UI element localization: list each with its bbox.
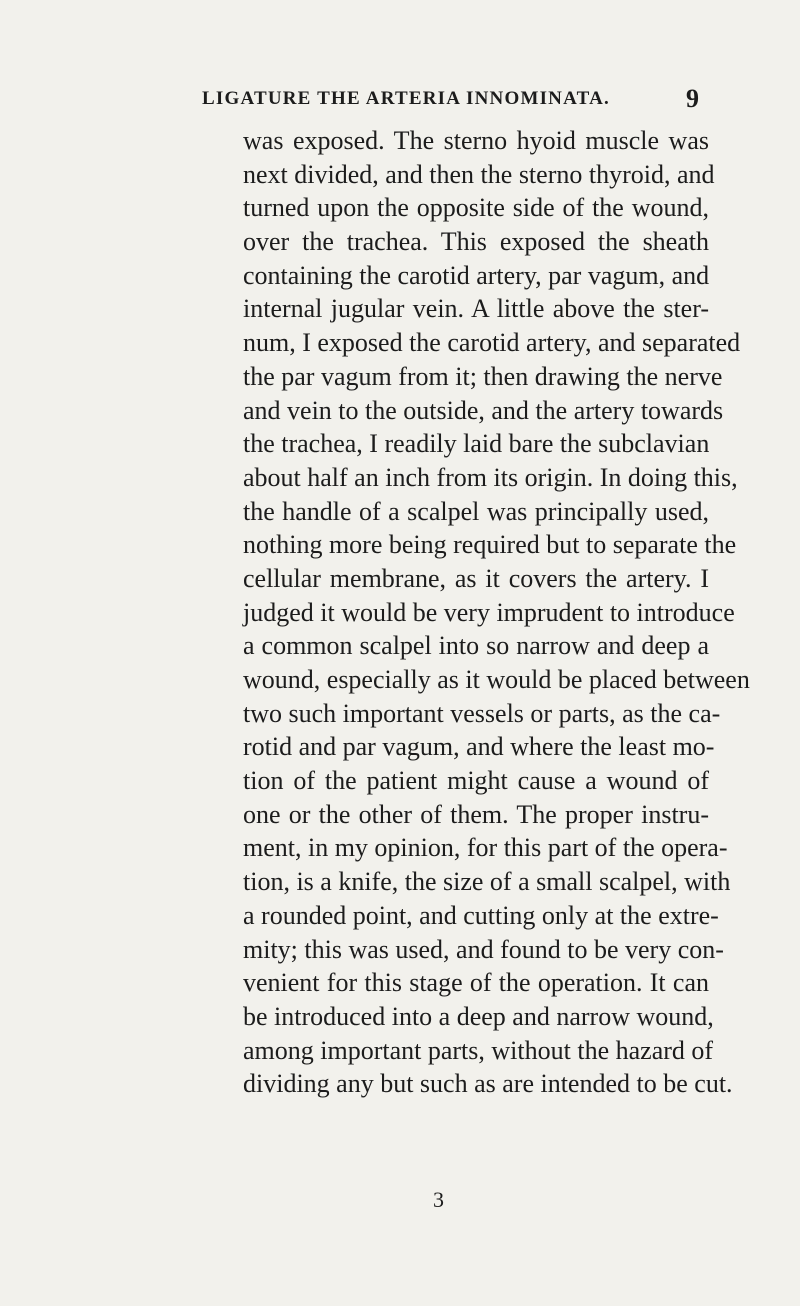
text-line: containing the carotid artery, par vagum, and bbox=[243, 260, 710, 290]
text-line: turned upon the opposite side of the wound, bbox=[243, 193, 709, 223]
text-line: one or the other of them. The proper instru- bbox=[243, 799, 709, 829]
text-line: was exposed. The sterno hyoid muscle was bbox=[243, 126, 709, 155]
text-line: wound, especially as it would be placed between bbox=[243, 665, 750, 694]
text-line: rotid and par vagum, and where the least mo- bbox=[243, 732, 715, 762]
text-line: the par vagum from it; then drawing the nerve bbox=[243, 361, 723, 391]
text-line: dividing any but such as are intended to be cut. bbox=[243, 1069, 733, 1099]
text-line: the handle of a scalpel was principally used, bbox=[243, 496, 709, 526]
text-line: two such important vessels or parts, as the ca- bbox=[243, 698, 721, 728]
text-line: over the trachea. This exposed the sheath bbox=[243, 227, 709, 257]
text-line: among important parts, without the hazard of bbox=[243, 1035, 714, 1065]
text-line: mity; this was used, and found to be very con- bbox=[243, 934, 724, 964]
text-line: judged it would be very imprudent to introduce bbox=[243, 597, 735, 627]
text-line: tion, is a knife, the size of a small scalpel, with bbox=[243, 867, 731, 897]
text-line: and vein to the outside, and the artery towards bbox=[243, 395, 724, 425]
text-line: internal jugular vein. A little above the ster- bbox=[243, 294, 709, 324]
text-line: a rounded point, and cutting only at the extre- bbox=[243, 900, 719, 930]
body-text bbox=[243, 124, 750, 1101]
text-line: the trachea, I readily laid bare the subclavian bbox=[243, 429, 710, 459]
text-line: nothing more being required but to separate the bbox=[243, 530, 737, 560]
text-line: venient for this stage of the operation. It can bbox=[243, 968, 709, 998]
text-line: be introduced into a deep and narrow wound, bbox=[243, 1001, 714, 1031]
text-line: about half an inch from its origin. In doing this, bbox=[243, 462, 738, 492]
signature-mark: 3 bbox=[433, 1187, 444, 1212]
page-number: 9 bbox=[686, 84, 699, 113]
text-line: cellular membrane, as it covers the artery. I bbox=[243, 563, 709, 593]
text-line: num, I exposed the carotid artery, and separated bbox=[243, 328, 741, 358]
text-line: tion of the patient might cause a wound of bbox=[243, 766, 709, 796]
text-line: ment, in my opinion, for this part of the opera- bbox=[243, 833, 728, 863]
running-head: LIGATURE THE ARTERIA INNOMINATA. bbox=[202, 88, 610, 109]
text-line: a common scalpel into so narrow and deep a bbox=[243, 631, 709, 661]
text-line: next divided, and then the sterno thyroid, and bbox=[243, 159, 715, 189]
